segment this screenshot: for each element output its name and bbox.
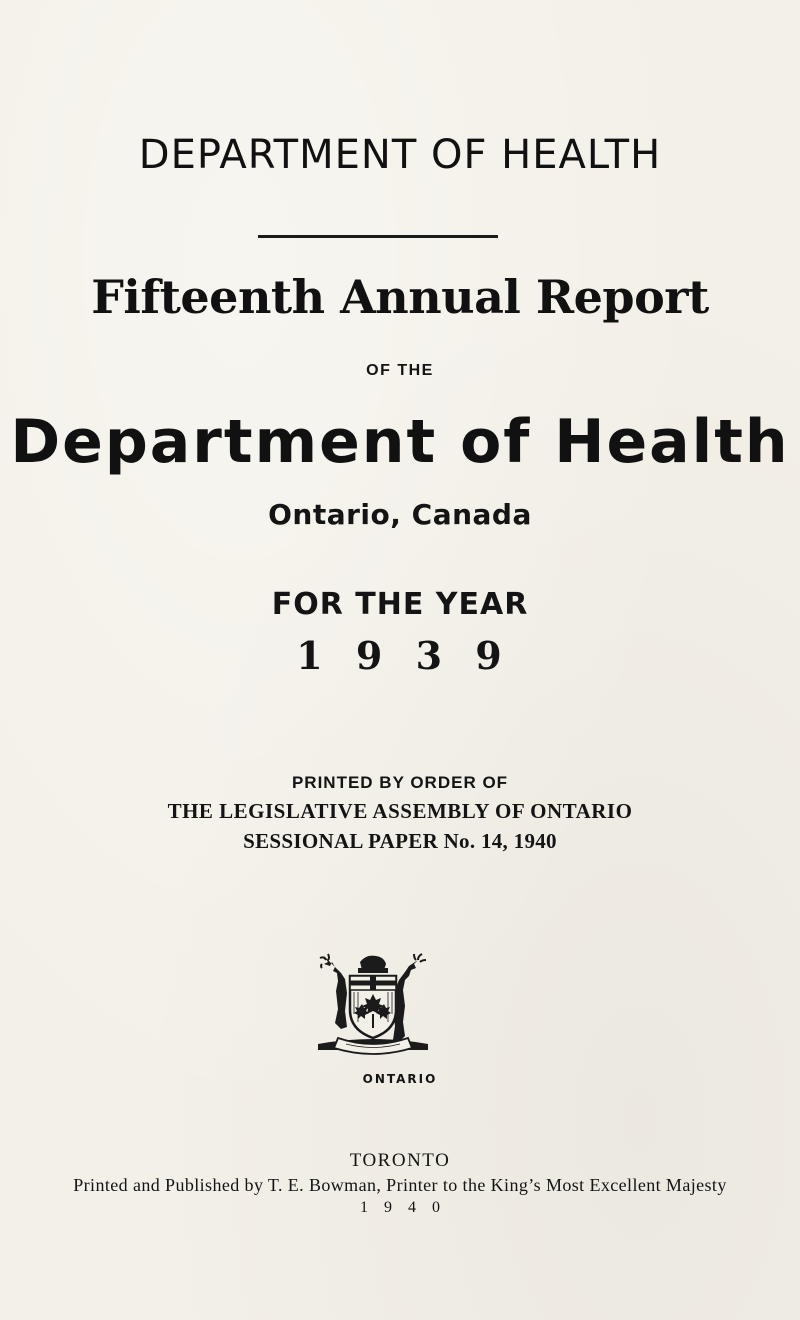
crest-label: ONTARIO — [362, 1072, 438, 1086]
for-the-year-label: FOR THE YEAR — [271, 587, 529, 622]
imprint-printer-line: Printed and Published by T. E. Bowman, Printer to the King’s Most Excellent Majesty — [73, 1175, 727, 1195]
imprint-city: TORONTO — [349, 1150, 451, 1171]
printed-by-order-line: PRINTED BY ORDER OF — [291, 773, 509, 792]
report-title: Fifteenth Annual Report — [91, 270, 709, 324]
department-title: Department of Health — [10, 407, 790, 477]
header-department-line: DEPARTMENT OF HEALTH — [138, 132, 662, 178]
of-the-label: OF THE — [366, 362, 434, 379]
ontario-coat-of-arms-icon — [318, 952, 428, 1060]
location-line: Ontario, Canada — [268, 498, 532, 531]
title-divider-rule — [258, 235, 498, 238]
legislative-assembly-line: THE LEGISLATIVE ASSEMBLY OF ONTARIO — [167, 799, 633, 823]
report-year: 1 9 3 9 — [296, 633, 512, 678]
imprint-year: 1 9 4 0 — [360, 1199, 446, 1216]
sessional-paper-line: SESSIONAL PAPER No. 14, 1940 — [243, 829, 557, 853]
